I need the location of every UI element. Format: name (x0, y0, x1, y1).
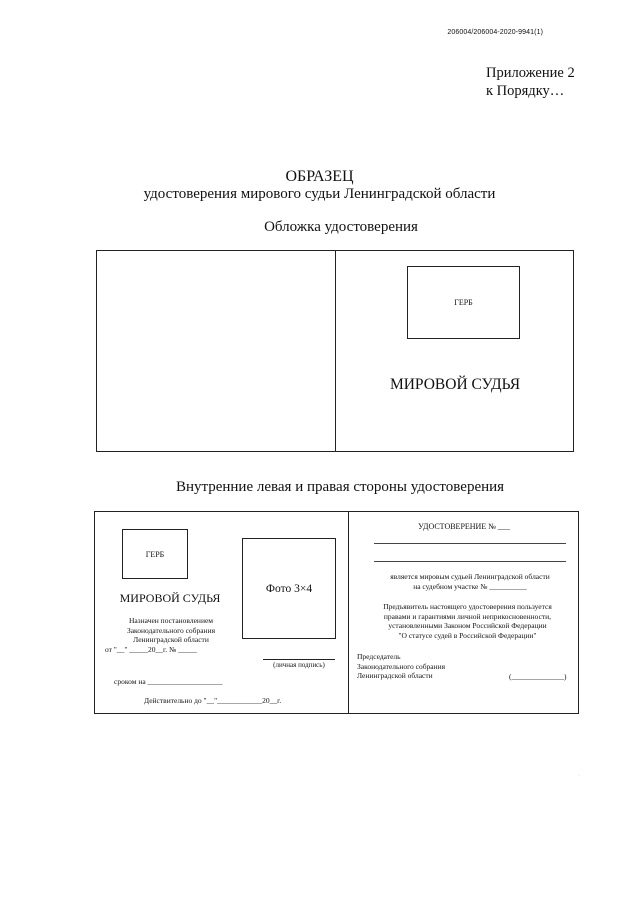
rights-line-2: правами и гарантиями личной неприкосновенности, (383, 611, 552, 621)
judge-status-text (350, 572, 590, 591)
judge-status-line-1: является мировым судьей Ленинградской области (390, 572, 550, 581)
inner-emblem-placeholder (122, 529, 188, 579)
appendix-line-2: к Порядку… (486, 83, 565, 99)
scan-mark: · (578, 773, 580, 779)
name-line-2 (374, 561, 566, 562)
cover-divider (335, 250, 336, 452)
inner-emblem-label: ГЕРБ (145, 549, 165, 559)
appointment-date: от "__" _____20__г. № _____ (105, 645, 197, 654)
rights-line-4: "О статусе судей в Российской Федерации" (398, 630, 537, 640)
chairman-line-3: Ленинградской области (357, 671, 433, 680)
certificate-number-header: УДОСТОВЕРЕНИЕ № ___ (418, 522, 510, 531)
document-id: 206004/206004-2020-9941(1) (447, 29, 543, 36)
chairman-block (357, 652, 445, 681)
inner-judge-title: МИРОВОЙ СУДЬЯ (119, 591, 221, 605)
inner-divider (348, 511, 349, 714)
appointment-line-3: Ленинградской области (133, 635, 209, 644)
appointment-text (98, 616, 244, 645)
appendix-line-1: Приложение 2 (486, 65, 575, 81)
chairman-line-2: Законодательного собрания (357, 661, 446, 671)
judge-status-line-2: на судебном участке № __________ (413, 581, 527, 591)
signature-line (263, 659, 335, 660)
valid-until-field: Действительно до "__"____________20__г. (144, 696, 282, 705)
term-field: сроком на ____________________ (114, 677, 223, 686)
photo-label: Фото 3×4 (265, 582, 313, 595)
page-subtitle: удостоверения мирового судьи Ленинградской области (143, 186, 496, 202)
photo-placeholder (242, 538, 336, 639)
page-title: ОБРАЗЕЦ (285, 168, 354, 185)
rights-line-3: установленными Законом Российской Федерации (388, 621, 547, 630)
rights-line-1: Предъявитель настоящего удостоверения пользуется (383, 602, 552, 611)
cover-emblem-placeholder (407, 266, 520, 339)
appendix-note (486, 64, 575, 100)
appointment-line-2: Законодательного собрания (126, 625, 216, 635)
name-line-1 (374, 543, 566, 544)
chairman-signature-placeholder: (______________) (509, 672, 567, 681)
signature-label: (личная подпись) (273, 661, 325, 669)
chairman-line-1: Председатель (357, 652, 401, 661)
cover-judge-title: МИРОВОЙ СУДЬЯ (389, 376, 521, 393)
cover-caption: Обложка удостоверения (264, 219, 418, 235)
appointment-line-1: Назначен постановлением (128, 616, 214, 625)
inner-caption: Внутренние левая и правая стороны удостоверения (175, 479, 505, 495)
cover-emblem-label: ГЕРБ (454, 298, 473, 307)
rights-text (350, 602, 585, 640)
